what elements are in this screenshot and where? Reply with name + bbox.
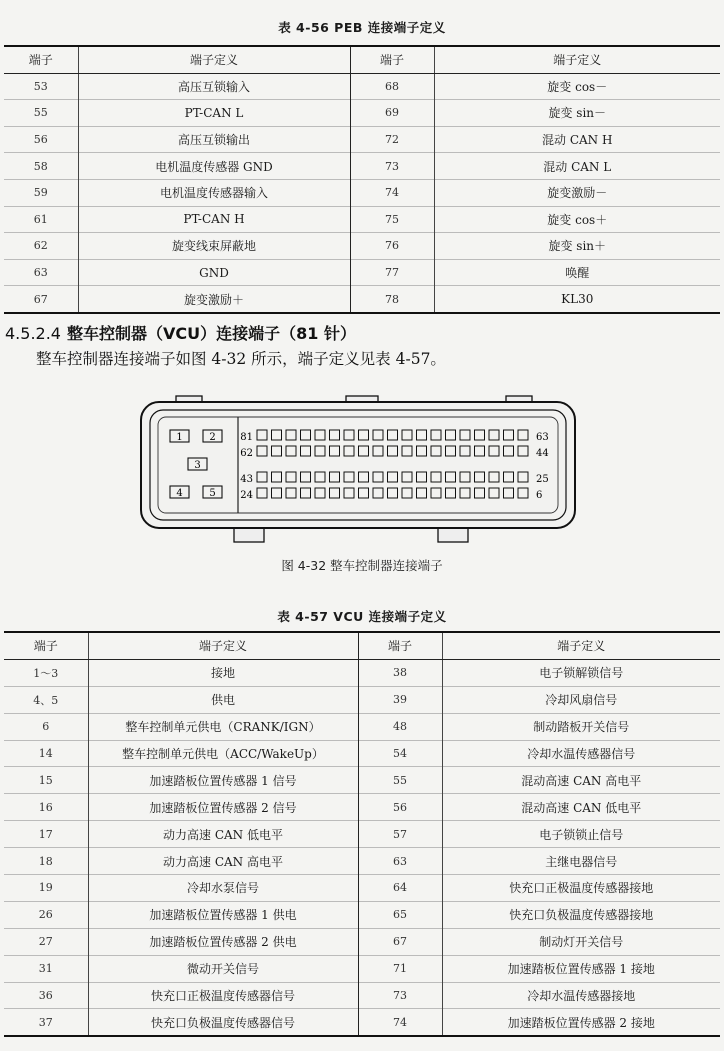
table-57-header: 端子 xyxy=(358,632,442,659)
row-1-right-label: 63 xyxy=(536,432,549,443)
terminal-definition-cell: 冷却水温传感器信号 xyxy=(442,740,720,767)
terminal-definition-cell: 混动 CAN L xyxy=(434,153,720,180)
terminal-definition-cell: 主继电器信号 xyxy=(442,848,720,875)
table-row xyxy=(4,875,720,902)
terminal-number-cell: 78 xyxy=(350,286,434,313)
table-row xyxy=(4,794,720,821)
terminal-definition-cell: 加速踏板位置传感器 1 接地 xyxy=(442,955,720,982)
terminal-number-cell: 69 xyxy=(350,100,434,127)
terminal-number-cell: 4、5 xyxy=(4,686,88,713)
table-56-header: 端子 xyxy=(350,46,434,73)
terminal-number-cell: 59 xyxy=(4,179,78,206)
terminal-number-cell: 61 xyxy=(4,206,78,233)
terminal-number-cell: 75 xyxy=(350,206,434,233)
terminal-definition-cell: 动力高速 CAN 低电平 xyxy=(88,821,358,848)
row-4-right-label: 6 xyxy=(536,490,543,501)
table-row xyxy=(4,713,720,740)
terminal-definition-cell: 加速踏板位置传感器 2 供电 xyxy=(88,928,358,955)
terminal-number-cell: 53 xyxy=(4,73,78,100)
terminal-definition-cell: 混动高速 CAN 高电平 xyxy=(442,767,720,794)
section-heading xyxy=(5,321,356,344)
terminal-number-cell: 37 xyxy=(4,1009,88,1036)
table-row xyxy=(4,848,720,875)
terminal-number-cell: 26 xyxy=(4,901,88,928)
terminal-definition-cell: PT-CAN L xyxy=(78,100,350,127)
table-row xyxy=(4,126,720,153)
terminal-number-cell: 73 xyxy=(350,153,434,180)
terminal-definition-cell: 高压互锁输入 xyxy=(78,73,350,100)
table-56-caption: 表 4-56 PEB 连接端子定义 xyxy=(278,20,446,35)
row-1-left-label: 81 xyxy=(240,432,253,443)
terminal-number-cell: 38 xyxy=(358,659,442,686)
terminal-number-cell: 71 xyxy=(358,955,442,982)
terminal-definition-cell: 整车控制单元供电（CRANK/IGN） xyxy=(88,713,358,740)
terminal-number-cell: 56 xyxy=(358,794,442,821)
table-56-header: 端子定义 xyxy=(78,46,350,73)
row-2-right-label: 44 xyxy=(536,448,549,459)
table-56 xyxy=(4,45,720,314)
terminal-definition-cell: 混动高速 CAN 低电平 xyxy=(442,794,720,821)
connector-tab xyxy=(234,528,264,542)
terminal-number-cell: 73 xyxy=(358,982,442,1009)
table-row xyxy=(4,286,720,313)
table-57-header-row xyxy=(4,632,720,659)
table-57-header: 端子定义 xyxy=(442,632,720,659)
terminal-number-cell: 67 xyxy=(4,286,78,313)
table-row xyxy=(4,1009,720,1036)
terminal-number-cell: 72 xyxy=(350,126,434,153)
row-3-left-label: 43 xyxy=(240,474,253,485)
terminal-definition-cell: 加速踏板位置传感器 2 接地 xyxy=(442,1009,720,1036)
table-row xyxy=(4,928,720,955)
terminal-number-cell: 64 xyxy=(358,875,442,902)
terminal-definition-cell: 供电 xyxy=(88,686,358,713)
terminal-number-cell: 54 xyxy=(358,740,442,767)
terminal-definition-cell: 加速踏板位置传感器 2 信号 xyxy=(88,794,358,821)
terminal-number-cell: 74 xyxy=(350,179,434,206)
table-57-header: 端子 xyxy=(4,632,88,659)
terminal-number-cell: 63 xyxy=(358,848,442,875)
row-2-left-label: 62 xyxy=(240,448,253,459)
terminal-number-cell: 1～3 xyxy=(4,659,88,686)
terminal-definition-cell: 混动 CAN H xyxy=(434,126,720,153)
row-3-right-label: 25 xyxy=(536,474,549,485)
terminal-definition-cell: 整车控制单元供电（ACC/WakeUp） xyxy=(88,740,358,767)
terminal-definition-cell: 唤醒 xyxy=(434,259,720,286)
terminal-number-cell: 55 xyxy=(358,767,442,794)
terminal-number-cell: 76 xyxy=(350,233,434,260)
section-title: 整车控制器（VCU）连接端子（81 针） xyxy=(66,324,356,343)
terminal-definition-cell: 制动灯开关信号 xyxy=(442,928,720,955)
terminal-definition-cell: 旋变激励＋ xyxy=(78,286,350,313)
terminal-definition-cell: PT-CAN H xyxy=(78,206,350,233)
table-57-caption: 表 4-57 VCU 连接端子定义 xyxy=(277,609,447,624)
terminal-definition-cell: 快充口负极温度传感器信号 xyxy=(88,1009,358,1036)
terminal-number-cell: 67 xyxy=(358,928,442,955)
terminal-definition-cell: 冷却水温传感器接地 xyxy=(442,982,720,1009)
terminal-definition-cell: 电机温度传感器 GND xyxy=(78,153,350,180)
terminal-definition-cell: GND xyxy=(78,259,350,286)
section-number: 4.5.2.4 xyxy=(5,324,61,343)
terminal-definition-cell: 旋变 cos－ xyxy=(434,73,720,100)
terminal-number-cell: 6 xyxy=(4,713,88,740)
pin-1-label: 1 xyxy=(176,432,183,443)
table-57 xyxy=(4,631,720,1037)
terminal-definition-cell: 电子锁锁止信号 xyxy=(442,821,720,848)
table-56-header: 端子 xyxy=(4,46,78,73)
terminal-definition-cell: 快充口负极温度传感器接地 xyxy=(442,901,720,928)
terminal-number-cell: 63 xyxy=(4,259,78,286)
terminal-definition-cell: 冷却水泵信号 xyxy=(88,875,358,902)
terminal-definition-cell: 旋变激励－ xyxy=(434,179,720,206)
terminal-number-cell: 65 xyxy=(358,901,442,928)
terminal-definition-cell: 微动开关信号 xyxy=(88,955,358,982)
table-row xyxy=(4,686,720,713)
table-row xyxy=(4,659,720,686)
vcu-connector-figure xyxy=(138,392,578,550)
terminal-definition-cell: 快充口正极温度传感器接地 xyxy=(442,875,720,902)
table-row xyxy=(4,153,720,180)
table-row xyxy=(4,179,720,206)
terminal-definition-cell: 加速踏板位置传感器 1 供电 xyxy=(88,901,358,928)
table-57-header: 端子定义 xyxy=(88,632,358,659)
table-row xyxy=(4,233,720,260)
table-56-body xyxy=(4,73,720,313)
terminal-number-cell: 19 xyxy=(4,875,88,902)
terminal-number-cell: 56 xyxy=(4,126,78,153)
table-row xyxy=(4,821,720,848)
table-row xyxy=(4,955,720,982)
terminal-number-cell: 18 xyxy=(4,848,88,875)
table-56-header: 端子定义 xyxy=(434,46,720,73)
body-paragraph: 整车控制器连接端子如图 4-32 所示，端子定义见表 4-57。 xyxy=(36,350,446,368)
terminal-number-cell: 14 xyxy=(4,740,88,767)
terminal-definition-cell: 旋变 cos＋ xyxy=(434,206,720,233)
table-row xyxy=(4,767,720,794)
terminal-definition-cell: KL30 xyxy=(434,286,720,313)
terminal-definition-cell: 快充口正极温度传感器信号 xyxy=(88,982,358,1009)
terminal-number-cell: 16 xyxy=(4,794,88,821)
table-row xyxy=(4,100,720,127)
terminal-number-cell: 57 xyxy=(358,821,442,848)
table-row xyxy=(4,740,720,767)
pin-5-label: 5 xyxy=(209,488,216,499)
table-row xyxy=(4,982,720,1009)
terminal-number-cell: 17 xyxy=(4,821,88,848)
terminal-number-cell: 15 xyxy=(4,767,88,794)
terminal-definition-cell: 高压互锁输出 xyxy=(78,126,350,153)
terminal-definition-cell: 电子锁解锁信号 xyxy=(442,659,720,686)
terminal-number-cell: 68 xyxy=(350,73,434,100)
terminal-number-cell: 27 xyxy=(4,928,88,955)
figure-caption: 图 4-32 整车控制器连接端子 xyxy=(281,558,443,573)
terminal-number-cell: 31 xyxy=(4,955,88,982)
pin-3-label: 3 xyxy=(194,460,201,471)
terminal-definition-cell: 接地 xyxy=(88,659,358,686)
terminal-definition-cell: 加速踏板位置传感器 1 信号 xyxy=(88,767,358,794)
terminal-definition-cell: 电机温度传感器输入 xyxy=(78,179,350,206)
terminal-number-cell: 62 xyxy=(4,233,78,260)
terminal-definition-cell: 冷却风扇信号 xyxy=(442,686,720,713)
terminal-number-cell: 36 xyxy=(4,982,88,1009)
table-row xyxy=(4,901,720,928)
terminal-number-cell: 74 xyxy=(358,1009,442,1036)
terminal-definition-cell: 旋变 sin－ xyxy=(434,100,720,127)
terminal-number-cell: 55 xyxy=(4,100,78,127)
pin-2-label: 2 xyxy=(209,432,216,443)
table-57-body xyxy=(4,659,720,1036)
table-row xyxy=(4,73,720,100)
terminal-definition-cell: 动力高速 CAN 高电平 xyxy=(88,848,358,875)
terminal-definition-cell: 旋变 sin＋ xyxy=(434,233,720,260)
row-4-left-label: 24 xyxy=(240,490,253,501)
connector-shell xyxy=(141,402,575,528)
terminal-number-cell: 48 xyxy=(358,713,442,740)
table-56-header-row xyxy=(4,46,720,73)
pin-4-label: 4 xyxy=(176,488,183,499)
terminal-number-cell: 77 xyxy=(350,259,434,286)
terminal-definition-cell: 旋变线束屏蔽地 xyxy=(78,233,350,260)
terminal-number-cell: 58 xyxy=(4,153,78,180)
terminal-definition-cell: 制动踏板开关信号 xyxy=(442,713,720,740)
connector-tab xyxy=(438,528,468,542)
table-row xyxy=(4,259,720,286)
terminal-number-cell: 39 xyxy=(358,686,442,713)
table-row xyxy=(4,206,720,233)
